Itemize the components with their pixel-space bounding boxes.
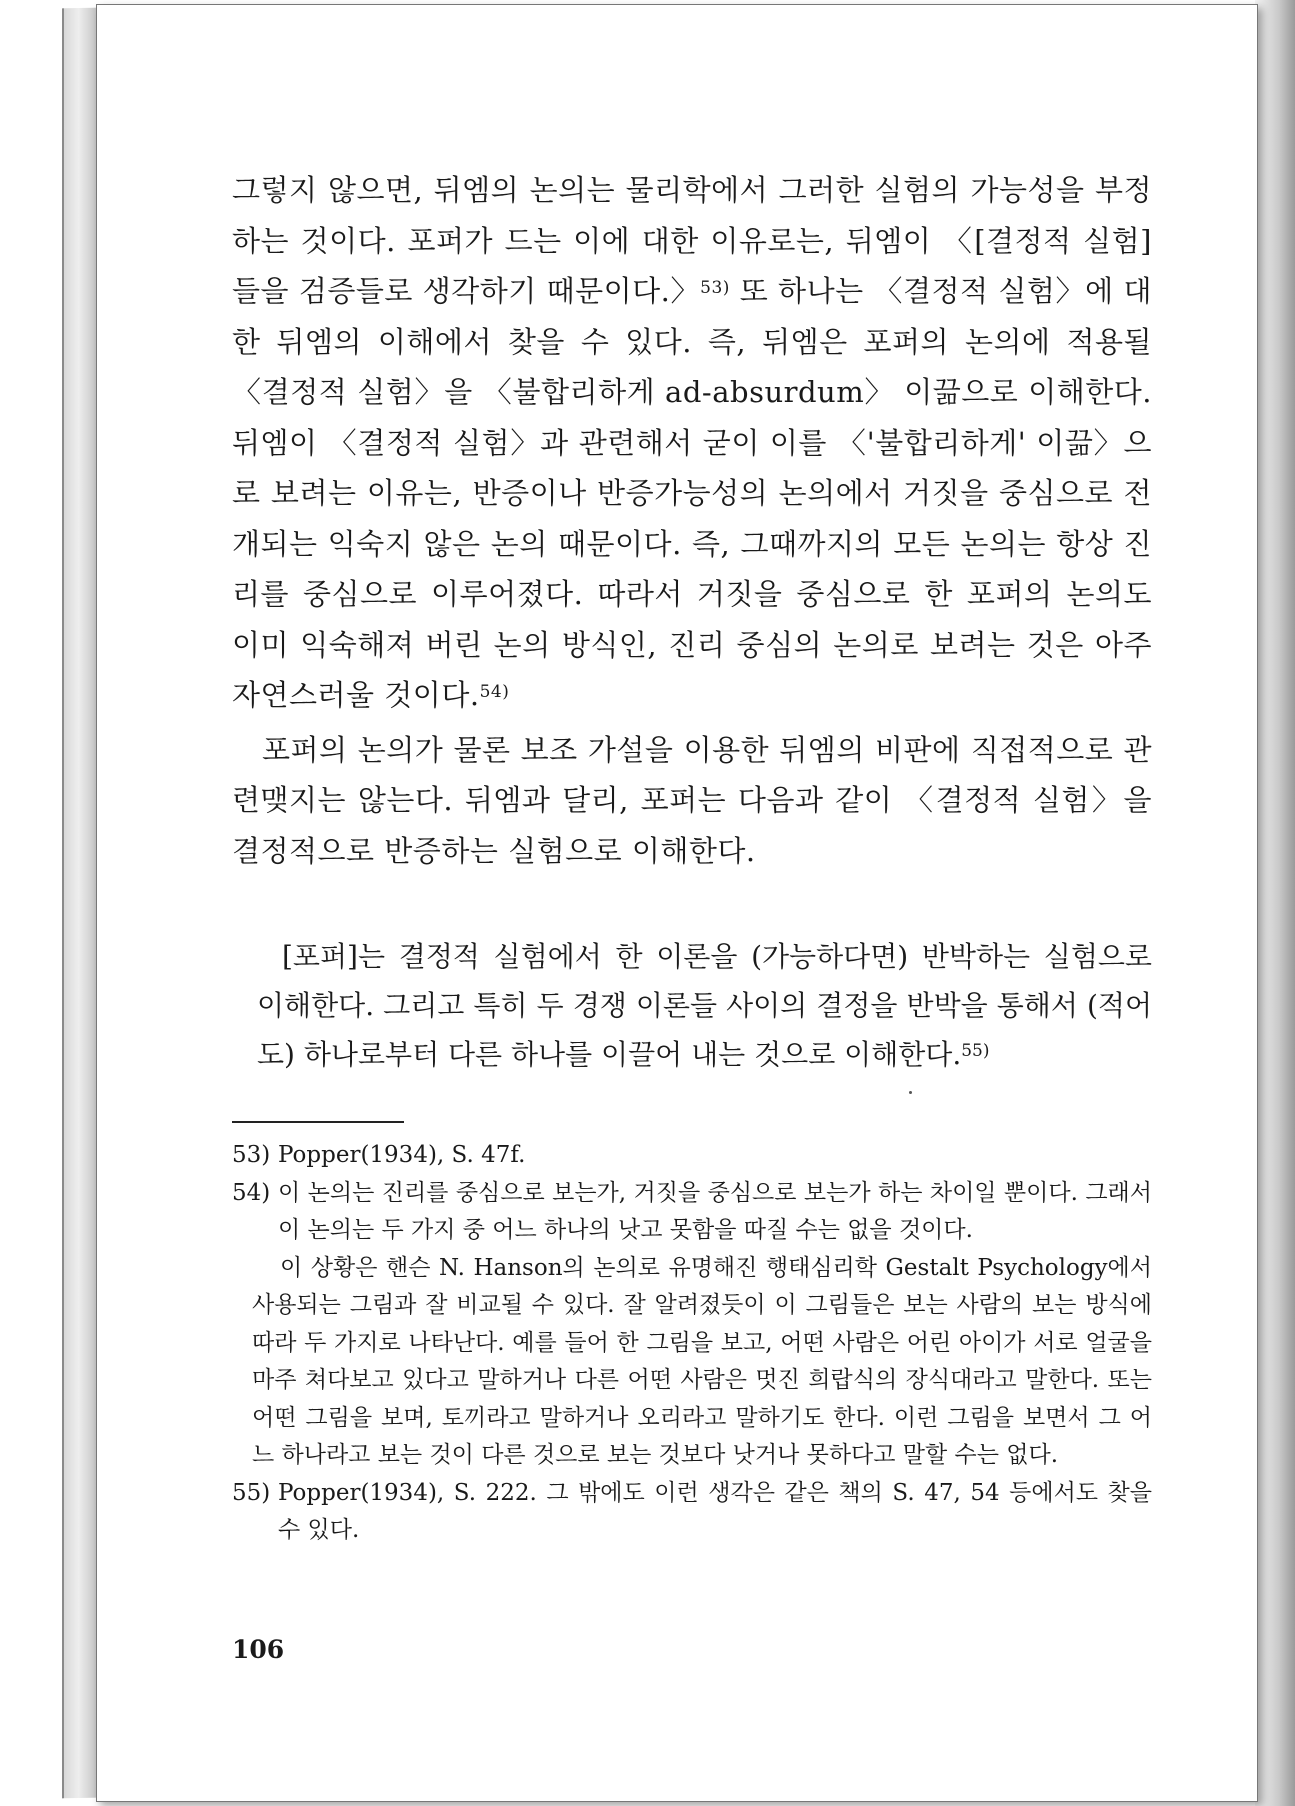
footnote-text: Popper(1934), S. 47f. <box>278 1142 526 1168</box>
print-speck <box>909 1091 912 1094</box>
book-spine <box>62 8 100 1799</box>
body-paragraph-2 <box>232 725 1152 877</box>
footnote-53 <box>232 1137 1152 1175</box>
footnote-number: 54) <box>232 1179 271 1206</box>
footnote-text: Popper(1934), S. 222. 그 밖에도 이런 생각은 같은 책의 S. 47, 54 등에서도 찾을 수 있다. <box>278 1479 1152 1543</box>
footnote-ref-54[interactable]: 54) <box>479 682 510 702</box>
paragraph-1-text-b: 또 하나는 〈결정적 실험〉에 대한 뒤엠의 이해에서 찾을 수 있다. 즉, 뒤엠은 포퍼의 논의에 적용될 〈결정적 실험〉을 〈불합리하게 ad-absurdum〉 이끎으로 이해한다. 뒤엠이 〈결정적 실험〉과 관련해서 굳이 이를 〈'불합리하게' 이끎〉으로 보려는 이유는, 반증이나 반증가능성의 논의에서 거짓을 중심으로 전개되는 익숙지 않은 논의 때문이다. 즉, 그때까지의 모든 논의는 항상 진리를 중심으로 이루어졌다. 따라서 거짓을 중심으로 한 포퍼의 논의도 이미 익숙해져 버린 논의 방식인, 진리 중심의 논의로 보려는 것은 아주 자연스러울 것이다. <box>232 274 1153 712</box>
footnote-number: 53) <box>232 1142 271 1168</box>
book-edge <box>1255 0 1295 1806</box>
footnote-54 <box>232 1175 1152 1250</box>
footnote-text: 이 논의는 진리를 중심으로 보는가, 거짓을 중심으로 보는가 하는 차이일 뿐이다. 그래서 이 논의는 두 가지 중 어느 하나의 낫고 못함을 따질 수는 없을 것이다. <box>278 1179 1152 1243</box>
block-quote <box>257 932 1152 1079</box>
page-content <box>232 165 1152 1550</box>
paragraph-1-text-a: 그렇지 않으면, 뒤엠의 논의는 물리학에서 그러한 실험의 가능성을 부정하는 것이다. 포퍼가 드는 이에 대한 이유로는, 뒤엠이 〈[결정적 실험]들을 검증들로 생각하기 때문이다.〉 <box>232 173 1152 308</box>
paragraph-2-text: 포퍼의 논의가 물론 보조 가설을 이용한 뒤엠의 비판에 직접적으로 관련맺지는 않는다. 뒤엠과 달리, 포퍼는 다음과 같이 〈결정적 실험〉을 결정적으로 반증하는 실험으로 이해한다. <box>232 732 1152 868</box>
book-page <box>96 4 1258 1802</box>
block-quote-text: [포퍼]는 결정적 실험에서 한 이론을 (가능하다면) 반박하는 실험으로 이해한다. 그리고 특히 두 경쟁 이론들 사이의 결정을 반박을 통해서 (적어도) 하나로부터 다른 하나를 이끌어 내는 것으로 이해한다. <box>257 940 1152 1071</box>
page-number: 106 <box>232 1635 285 1664</box>
footnote-54-continuation: 이 상황은 핸슨 N. Hanson의 논의로 유명해진 행태심리학 Gestalt Psychology에서 사용되는 그림과 잘 비교될 수 있다. 잘 알려졌듯이 이 그림들은 보는 사람의 보는 방식에 따라 두 가지로 나타난다. 예를 들어 한 그림을 보고, 어떤 사람은 어린 아이가 서로 얼굴을 마주 쳐다보고 있다고 말하거나 다른 어떤 사람은 멋진 희랍식의 장식대라고 말한다. 또는 어떤 그림을 보며, 토끼라고 말하거나 오리라고 말하기도 한다. 이런 그림을 보면서 그 어느 하나라고 보는 것이 다른 것으로 보는 것보다 낫거나 못하다고 말할 수는 없다. <box>252 1254 1152 1468</box>
footnote-ref-53[interactable]: 53) <box>700 278 730 298</box>
footnote-ref-55[interactable]: 55) <box>961 1041 990 1061</box>
footnotes <box>232 1137 1152 1550</box>
footnote-divider <box>232 1121 404 1123</box>
body-paragraph-1 <box>232 165 1152 721</box>
footnote-number: 55) <box>232 1479 271 1506</box>
footnote-55 <box>232 1475 1152 1550</box>
